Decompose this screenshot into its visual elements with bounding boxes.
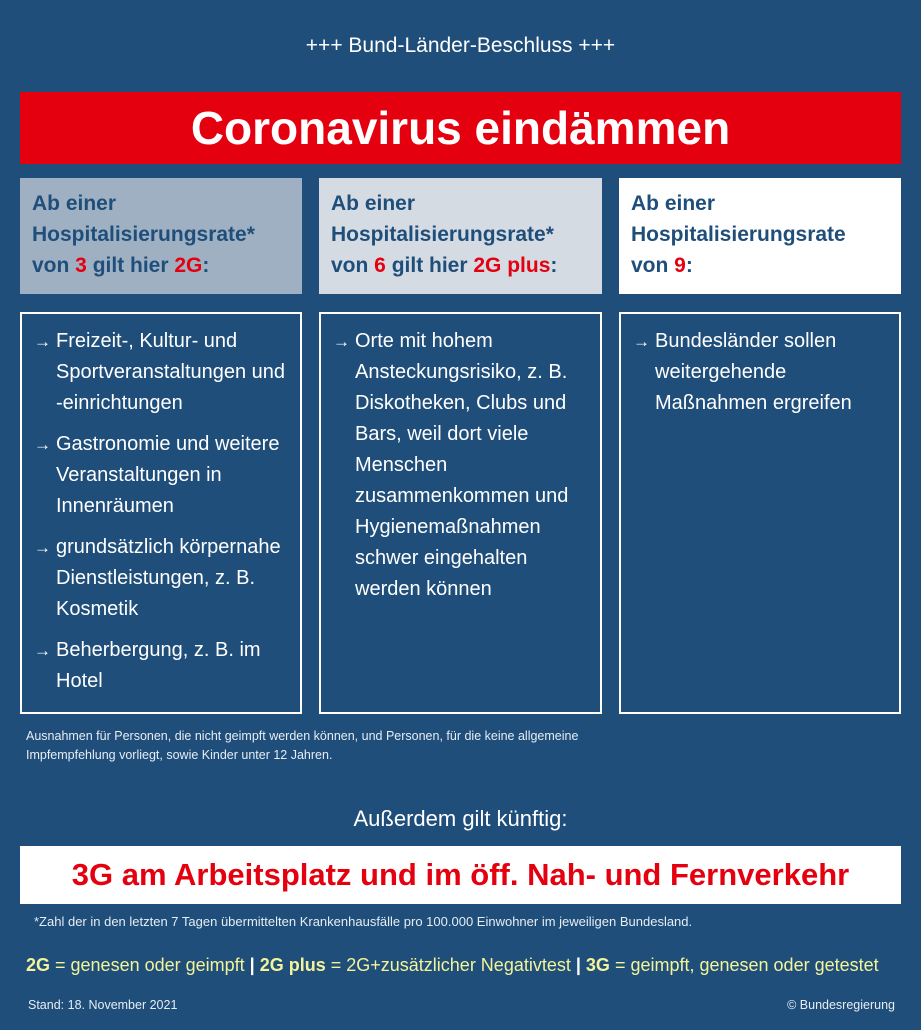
kicker-headline: +++ Bund-Länder-Beschluss +++ [305,34,616,57]
column-list-2g-plus [319,312,602,714]
footnote: *Zahl der in den letzten 7 Tagen übermittelten Krankenhausfälle pro 100.000 Einwohner im jeweiligen Bundesland. [34,914,693,929]
header-line: von 6 gilt hier 2G plus: [331,254,558,277]
column-list-2g [20,312,302,714]
arrow-right-icon: → [633,332,650,351]
header-line: Hospitalisierungsrate* [32,223,255,246]
column-header-9 [619,178,901,294]
arrow-right-icon: → [34,332,51,351]
column-header-2g-plus [319,178,602,294]
header-line: von 9: [631,254,693,277]
arrow-right-icon: → [34,435,51,454]
header-line: Hospitalisierungsrate [631,223,846,246]
legend-key-2g: 2G [26,955,51,975]
list-item: → Bundesländer sollen weitergehende Maßnahmen ergreifen [633,326,889,419]
header-line: Ab einer [32,192,117,215]
header-line: Ab einer [631,192,716,215]
list-item: → Freizeit-, Kultur- und Sportveranstaltungen und -einrichtungen [34,326,290,419]
list-item: → grundsätzlich körpernahe Dienstleistungen, z. B. Kosmetik [34,532,290,625]
arrow-right-icon: → [333,332,350,351]
list-item: → Orte mit hohem Ansteckungsrisiko, z. B. Diskotheken, Clubs und Bars, weil dort viele Menschen zusammenkommen und Hygienemaßnahmen schwer eingehalten werden können [333,326,590,605]
arrow-right-icon: → [34,641,51,660]
copyright: © Bundesregierung [787,998,895,1012]
arrow-right-icon: → [34,538,51,557]
legend-key-2g-plus: 2G plus [259,955,326,975]
also-heading: Außerdem gilt künftig: [353,806,568,831]
exceptions-note: Ausnahmen für Personen, die nicht geimpft werden können, und Personen, für die keine allgemeine Impfempfehlung vorliegt, sowie Kinder unter 12 Jahren. [26,729,579,762]
header-line: Hospitalisierungsrate* [331,223,554,246]
header-line: Ab einer [331,192,416,215]
date-stamp: Stand: 18. November 2021 [28,998,178,1012]
header-line: von 3 gilt hier 2G: [32,254,210,277]
legend-key-3g: 3G [585,955,610,975]
list-item: → Gastronomie und weitere Veranstaltungen in Innenräumen [34,429,290,522]
list-item: → Beherbergung, z. B. im Hotel [34,635,290,697]
title-banner: Coronavirus eindämmen [20,92,901,164]
column-list-9 [619,312,901,714]
column-header-2g [20,178,302,294]
legend: 2G = genesen oder geimpft | 2G plus = 2G+zusätzlicher Negativtest | 3G = geimpft, genesen oder getestet [26,955,879,975]
rule-3g-banner: 3G am Arbeitsplatz und im öff. Nah- und Fernverkehr [20,846,901,904]
